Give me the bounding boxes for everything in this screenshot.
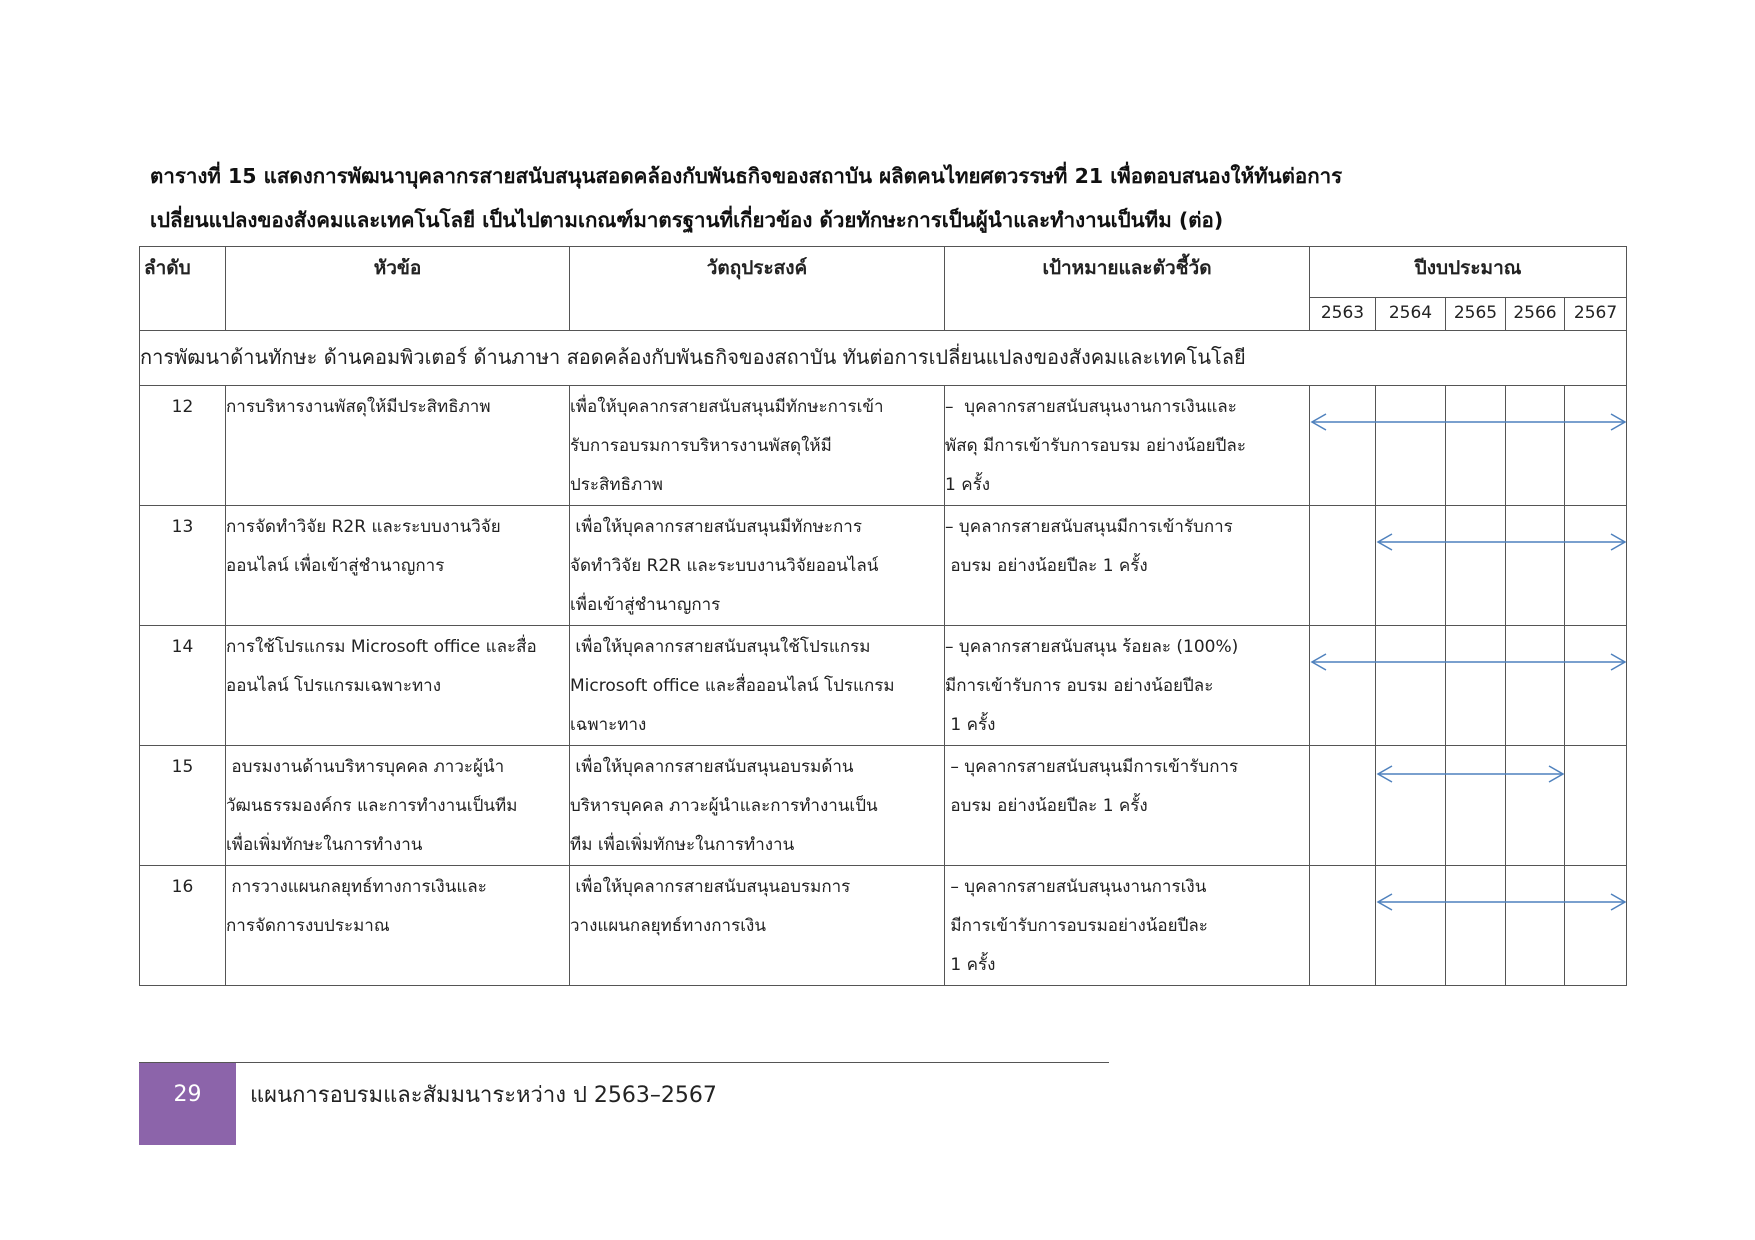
year-cell xyxy=(1506,866,1565,986)
year-header: 2563 xyxy=(1310,298,1376,331)
header-target: เป้าหมายและตัวชี้วัด xyxy=(945,247,1310,331)
topic-line: อบรมงานด้านบริหารบุคคล ภาวะผู้นำ xyxy=(226,757,505,777)
row-target xyxy=(945,626,1310,746)
year-cell xyxy=(1506,746,1565,866)
objective-line: วางแผนกลยุทธ์ทางการเงิน xyxy=(570,916,766,936)
row-topic xyxy=(226,866,570,986)
table-row xyxy=(140,506,1627,626)
header-objective: วัตถุประสงค์ xyxy=(570,247,945,331)
objective-line: เพื่อให้บุคลากรสายสนับสนุนใช้โปรแกรม xyxy=(570,637,871,657)
row-target xyxy=(945,506,1310,626)
header-seq: ลำดับ xyxy=(140,247,226,331)
objective-line: ทีม เพื่อเพิ่มทักษะในการทำงาน xyxy=(570,835,795,855)
topic-line: การวางแผนกลยุทธ์ทางการเงินและ xyxy=(226,877,487,897)
row-objective xyxy=(570,506,945,626)
year-cell xyxy=(1310,626,1376,746)
topic-line: วัฒนธรรมองค์กร และการทำงานเป็นทีม xyxy=(226,796,518,816)
year-cell xyxy=(1376,386,1446,506)
year-cell xyxy=(1565,866,1627,986)
year-cell xyxy=(1376,866,1446,986)
target-line: – บุคลากรสายสนับสนุนงานการเงินและ xyxy=(945,397,1237,417)
year-cell xyxy=(1310,506,1376,626)
year-header: 2566 xyxy=(1506,298,1565,331)
year-cell xyxy=(1376,506,1446,626)
year-cell xyxy=(1446,506,1506,626)
table-row xyxy=(140,626,1627,746)
objective-line: Microsoft office และสื่อออนไลน์ โปรแกรม xyxy=(570,676,895,696)
topic-line: การบริหารงานพัสดุให้มีประสิทธิภาพ xyxy=(226,397,491,417)
target-line: – บุคลากรสายสนับสนุนมีการเข้ารับการ xyxy=(945,757,1239,777)
row-objective xyxy=(570,746,945,866)
row-target xyxy=(945,866,1310,986)
year-cell xyxy=(1310,746,1376,866)
objective-line: จัดทำวิจัย R2R และระบบงานวิจัยออนไลน์ xyxy=(570,556,879,576)
footer-title: แผนการอบรมและสัมมนาระหว่าง ป 2563–2567 xyxy=(250,1083,717,1108)
year-header: 2565 xyxy=(1446,298,1506,331)
row-topic xyxy=(226,386,570,506)
topic-line: ออนไลน์ โปรแกรมเฉพาะทาง xyxy=(226,676,441,696)
year-cell xyxy=(1376,746,1446,866)
header-budget-year: ปีงบประมาณ xyxy=(1310,247,1627,298)
row-number-text: 15 xyxy=(171,757,194,777)
training-plan-table xyxy=(139,246,1627,986)
row-objective xyxy=(570,866,945,986)
year-cell xyxy=(1565,386,1627,506)
page-number: 29 xyxy=(139,1063,236,1145)
objective-line: เพื่อให้บุคลากรสายสนับสนุนอบรมด้าน xyxy=(570,757,854,777)
objective-line: เพื่อเข้าสู่ชำนาญการ xyxy=(570,595,721,615)
row-number xyxy=(140,506,226,626)
objective-line: เฉพาะทาง xyxy=(570,715,647,735)
footer-divider xyxy=(139,1062,1109,1063)
row-number xyxy=(140,866,226,986)
year-cell xyxy=(1446,746,1506,866)
row-target xyxy=(945,386,1310,506)
topic-line: ออนไลน์ เพื่อเข้าสู่ชำนาญการ xyxy=(226,556,445,576)
target-line: 1 ครั้ง xyxy=(945,715,996,735)
group-title: การพัฒนาด้านทักษะ ด้านคอมพิวเตอร์ ด้านภาษา สอดคล้องกับพันธกิจของสถาบัน ทันต่อการเปลี่ยนแปลงของสังคมและเทคโนโลยี xyxy=(140,331,1627,386)
year-header: 2564 xyxy=(1376,298,1446,331)
table-caption xyxy=(150,154,1630,242)
year-cell xyxy=(1446,626,1506,746)
objective-line: ประสิทธิภาพ xyxy=(570,475,663,495)
target-line: – บุคลากรสายสนับสนุนมีการเข้ารับการ xyxy=(945,517,1233,537)
target-line: – บุคลากรสายสนับสนุนงานการเงิน xyxy=(945,877,1207,897)
objective-line: รับการอบรมการบริหารงานพัสดุให้มี xyxy=(570,436,832,456)
row-number xyxy=(140,746,226,866)
year-cell xyxy=(1565,506,1627,626)
target-line: 1 ครั้ง xyxy=(945,955,996,975)
year-cell xyxy=(1376,626,1446,746)
year-cell xyxy=(1565,746,1627,866)
row-number-text: 16 xyxy=(171,877,194,897)
caption-line-2: เปลี่ยนแปลงของสังคมและเทคโนโลยี เป็นไปตามเกณฑ์มาตรฐานที่เกี่ยวข้อง ด้วยทักษะการเป็นผู้นำและทำงานเป็นทีม (ต่อ) xyxy=(150,208,1224,232)
year-cell xyxy=(1310,386,1376,506)
objective-line: เพื่อให้บุคลากรสายสนับสนุนมีทักษะการ xyxy=(570,517,862,537)
row-target xyxy=(945,746,1310,866)
year-cell xyxy=(1446,386,1506,506)
row-number-text: 12 xyxy=(171,397,194,417)
year-cell xyxy=(1506,506,1565,626)
target-line: 1 ครั้ง xyxy=(945,475,991,495)
row-topic xyxy=(226,626,570,746)
target-line: มีการเข้ารับการ อบรม อย่างน้อยปีละ xyxy=(945,676,1214,696)
row-number-text: 13 xyxy=(171,517,194,537)
row-topic xyxy=(226,506,570,626)
year-cell xyxy=(1506,626,1565,746)
table-row xyxy=(140,746,1627,866)
topic-line: การจัดการงบประมาณ xyxy=(226,916,390,936)
target-line: มีการเข้ารับการอบรมอย่างน้อยปีละ xyxy=(945,916,1208,936)
year-cell xyxy=(1565,626,1627,746)
row-objective xyxy=(570,626,945,746)
topic-line: การจัดทำวิจัย R2R และระบบงานวิจัย xyxy=(226,517,501,537)
row-number xyxy=(140,386,226,506)
target-line: – บุคลากรสายสนับสนุน ร้อยละ (100%) xyxy=(945,637,1239,657)
objective-line: เพื่อให้บุคลากรสายสนับสนุนอบรมการ xyxy=(570,877,851,897)
year-cell xyxy=(1310,866,1376,986)
table-row xyxy=(140,386,1627,506)
caption-line-1: ตารางที่ 15 แสดงการพัฒนาบุคลากรสายสนับสนุนสอดคล้องกับพันธกิจของสถาบัน ผลิตคนไทยศตวรรษที่ 21 เพื่อตอบสนองให้ทันต่อการ xyxy=(150,164,1343,188)
target-line: พัสดุ มีการเข้ารับการอบรม อย่างน้อยปีละ xyxy=(945,436,1246,456)
topic-line: เพื่อเพิ่มทักษะในการทำงาน xyxy=(226,835,423,855)
objective-line: บริหารบุคคล ภาวะผู้นำและการทำงานเป็น xyxy=(570,796,878,816)
target-line: อบรม อย่างน้อยปีละ 1 ครั้ง xyxy=(945,556,1148,576)
topic-line: การใช้โปรแกรม Microsoft office และสื่อ xyxy=(226,637,537,657)
table-row xyxy=(140,866,1627,986)
row-number-text: 14 xyxy=(171,637,194,657)
year-cell xyxy=(1446,866,1506,986)
row-objective xyxy=(570,386,945,506)
objective-line: เพื่อให้บุคลากรสายสนับสนุนมีทักษะการเข้า xyxy=(570,397,884,417)
row-number xyxy=(140,626,226,746)
target-line: อบรม อย่างน้อยปีละ 1 ครั้ง xyxy=(945,796,1148,816)
row-topic xyxy=(226,746,570,866)
year-cell xyxy=(1506,386,1565,506)
header-topic: หัวข้อ xyxy=(226,247,570,331)
year-header: 2567 xyxy=(1565,298,1627,331)
